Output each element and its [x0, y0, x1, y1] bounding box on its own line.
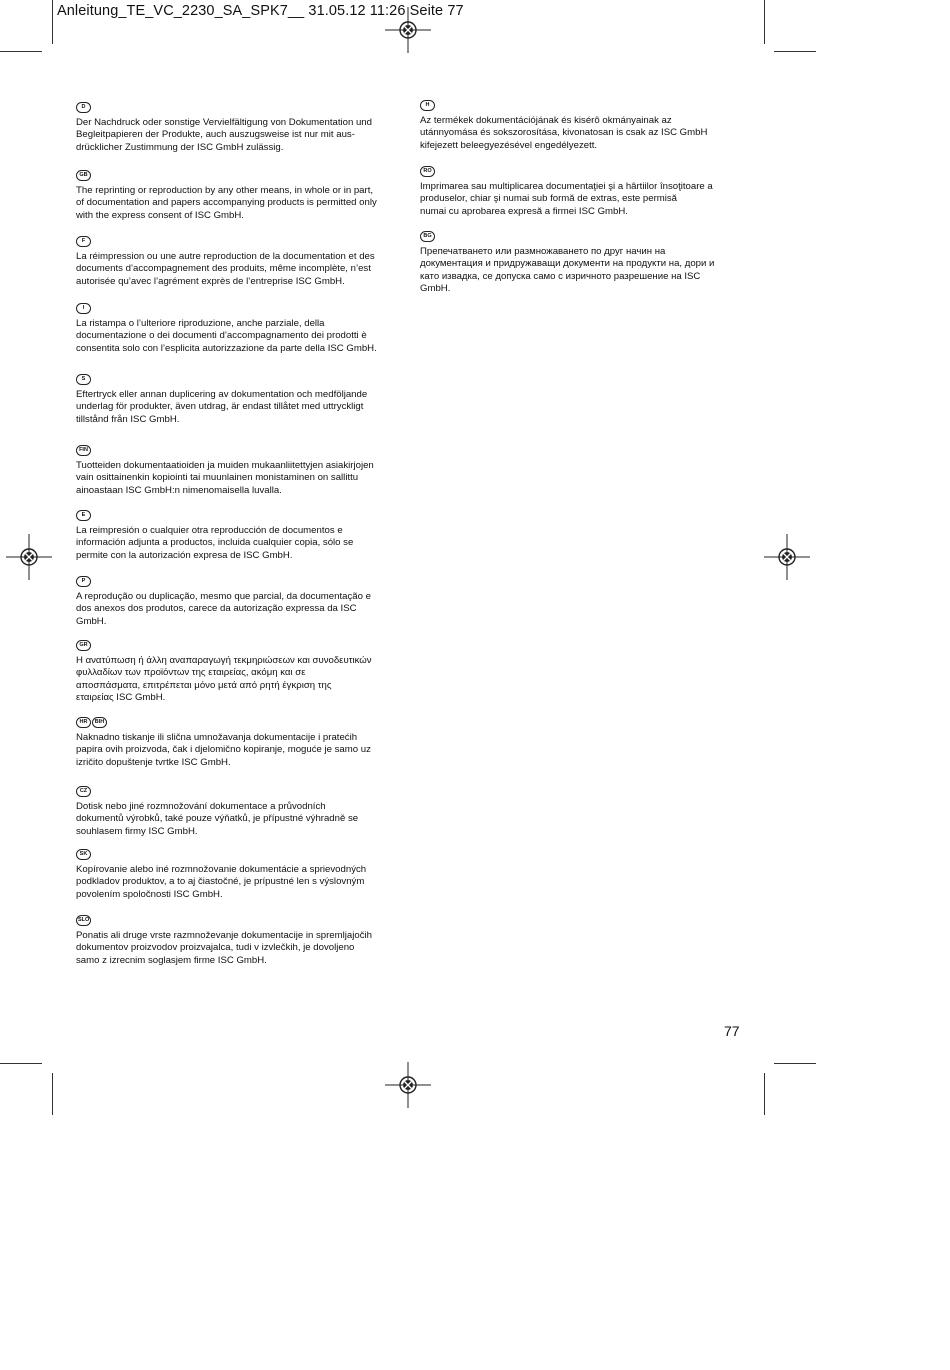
section-text: Az termékek dokumentációjának és kisérô okmányainak az utánnyomása és sokszorosítása, kivonatosan is csak az ISC GmbH kifejezett beleegyezésével engedélyezett.: [420, 115, 708, 151]
section-text: Η ανατύπωση ή άλλη αναπαραγωγή τεκμηριώσεων και συνοδευτικών φυλλαδίων των προϊόντων της εταιρείας, ακόμη και σε αποσπάσματα, επιτρέπεται μόνο μετά από ρητή έγκριση της εταιρείας ISC GmbH.: [76, 655, 372, 704]
crop-mark: [52, 0, 53, 44]
crop-mark: [774, 51, 816, 52]
section-gb: [76, 170, 406, 222]
language-badge: D: [76, 102, 91, 113]
section-sk: [76, 849, 406, 901]
header-page-label: Seite 77: [409, 3, 464, 19]
section-fin: [76, 445, 406, 497]
section-text: Eftertryck eller annan duplicering av dokumentation och medföljande underlag för produkter, även utdrag, är endast tillåtet med uttryckligt tillstånd från ISC GmbH.: [76, 389, 368, 425]
language-badge: BIH: [92, 717, 107, 728]
language-badge: GB: [76, 170, 91, 181]
section-text: Ponatis ali druge vrste razmnoževanje dokumentacije in spremljajočih dokumentov proizvodov proizvajalca, tudi v izvlečkih, je dovoljeno samo z izrecnim soglasjem firme ISC GmbH.: [76, 930, 372, 966]
section-text: Tuotteiden dokumentaatioiden ja muiden mukaanliitettyjen asiakirjojen vain osittainenkin kopiointi tai muunlainen monistaminen on sallittu ainoastaan ISC GmbH:n nimenomaisella luvalla.: [76, 460, 374, 496]
language-badge: HR: [76, 717, 91, 728]
section-text: La réimpression ou une autre reproduction de la documentation et des documents d’accompagnement des produits, même incomplète, n’est autorisée qu’avec l’agrément exprès de l’entreprise ISC GmbH.: [76, 251, 375, 287]
section-cz: [76, 786, 406, 838]
section-s: [76, 374, 406, 426]
language-badge: FIN: [76, 445, 91, 456]
section-h: [420, 100, 750, 152]
section-bg: [420, 231, 750, 296]
section-p: [76, 576, 406, 628]
crop-mark: [0, 51, 42, 52]
section-text: La reimpresión o cualquier otra reproducción de documentos e información adjunta a productos, incluida cualquier copia, sólo se permite con la autorización expresa de ISC GmbH.: [76, 525, 354, 561]
registration-mark-icon: [764, 534, 810, 580]
section-text: Der Nachdruck oder sonstige Vervielfältigung von Dokumentation und Begleitpapieren der Produkte, auch auszugsweise ist nur mit aus- drücklicher Zustimmung der ISC GmbH zulässig.: [76, 117, 372, 153]
language-badge: P: [76, 576, 91, 587]
crop-mark: [764, 1073, 765, 1115]
section-e: [76, 510, 406, 562]
section-text: Imprimarea sau multiplicarea documentaţiei şi a hârtiilor însoţitoare a produselor, chiar şi numai sub formă de extras, este permisă numai cu aprobarea expresă a firmei ISC GmbH.: [420, 181, 713, 217]
section-text: The reprinting or reproduction by any other means, in whole or in part, of documentation and papers accompanying products is permitted only with the express consent of ISC GmbH.: [76, 185, 377, 221]
crop-mark: [764, 0, 765, 44]
crop-mark: [774, 1063, 816, 1064]
section-text: Naknadno tiskanje ili slična umnožavanja dokumentacije i pratećih papira ovih proizvoda, čak i djelomično kopiranje, moguće je samo uz izričito dopuštenje tvrtke ISC GmbH.: [76, 732, 371, 768]
section-text: La ristampa o l’ulteriore riproduzione, anche parziale, della documentazione o dei documenti d’accompagnamento dei prodotti è consentita solo con l’esplicita autorizzazione da parte della ISC GmbH.: [76, 318, 377, 354]
language-badge: SK: [76, 849, 91, 860]
language-badge: S: [76, 374, 91, 385]
registration-mark-icon: [6, 534, 52, 580]
header-date: 31.05.12: [308, 3, 366, 19]
language-badge: RO: [420, 166, 435, 177]
crop-mark: [52, 1073, 53, 1115]
language-badge: H: [420, 100, 435, 111]
crop-mark: [0, 1063, 42, 1064]
language-badge: BG: [420, 231, 435, 242]
language-badge: CZ: [76, 786, 91, 797]
registration-mark-icon: [385, 1062, 431, 1108]
section-d: [76, 102, 406, 154]
language-badge: I: [76, 303, 91, 314]
section-hr: [76, 717, 406, 769]
section-text: Dotisk nebo jiné rozmnožování dokumentace a průvodních dokumentů výrobků, také pouze výňatků, je přípustné výhradně se souhlasem firmy ISC GmbH.: [76, 801, 359, 837]
section-gr: [76, 640, 406, 705]
section-f: [76, 236, 406, 288]
language-badge: GR: [76, 640, 91, 651]
section-ro: [420, 166, 750, 218]
section-text: A reprodução ou duplicação, mesmo que parcial, da documentação e dos anexos dos produtos, carece da autorização expressa da ISC GmbH.: [76, 591, 371, 627]
language-badge: F: [76, 236, 91, 247]
registration-mark-icon: [385, 7, 431, 53]
language-badge: SLO: [76, 915, 91, 926]
section-slo: [76, 915, 406, 967]
section-text: Препечатването или размножаването по друг начин на документация и придружаващи документи на продукти на, дори и като извадка, се допуска само с изричното разрешение на ISC GmbH.: [420, 246, 715, 295]
section-i: [76, 303, 406, 355]
page-number: 77: [724, 1023, 740, 1039]
header-filename: Anleitung_TE_VC_2230_SA_SPK7__: [57, 3, 305, 19]
language-badge: E: [76, 510, 91, 521]
header-time: 11:26: [369, 3, 406, 19]
section-text: Kopírovanie alebo iné rozmnožovanie dokumentácie a sprievodných podkladov produktov, a to aj čiastočné, je prípustné len s výslovným povolením spoločnosti ISC GmbH.: [76, 864, 367, 900]
